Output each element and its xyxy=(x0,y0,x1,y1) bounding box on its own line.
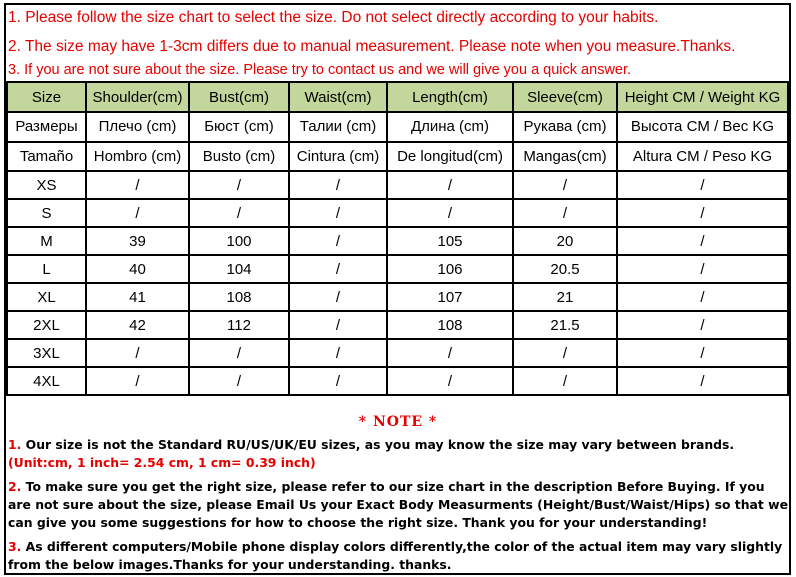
table-cell: 41 xyxy=(86,283,189,311)
note-text: To make sure you get the right size, please refer to our size chart in the description Before Buying. If you are not sure about the size, please Email Us your Exact Body Measurments (Height/Bust/Waist/Hips) so that we can give you some suggestions for how to choose the right size. Thank you for your understanding! xyxy=(8,479,788,530)
table-cell: / xyxy=(189,199,289,227)
table-cell: / xyxy=(387,367,513,395)
table-cell: / xyxy=(289,283,387,311)
table-cell: Рукава (cm) xyxy=(513,112,617,142)
table-cell: / xyxy=(86,199,189,227)
table-cell: Bust(cm) xyxy=(189,82,289,112)
instruction-line-1: 1. Please follow the size chart to select the size. Do not select directly according to your habits. xyxy=(8,9,659,26)
table-cell: / xyxy=(289,255,387,283)
header-row xyxy=(7,82,788,112)
size-chart-table xyxy=(6,81,789,396)
table-cell: 106 xyxy=(387,255,513,283)
table-cell: / xyxy=(617,367,788,395)
label-row xyxy=(7,112,788,142)
table-row xyxy=(7,255,788,283)
table-cell: 20.5 xyxy=(513,255,617,283)
table-cell: / xyxy=(513,367,617,395)
table-row xyxy=(7,199,788,227)
table-cell: / xyxy=(289,227,387,255)
table-cell: / xyxy=(617,227,788,255)
table-cell: / xyxy=(387,339,513,367)
table-row xyxy=(7,227,788,255)
size-label-cell: 4XL xyxy=(7,367,86,395)
table-cell: / xyxy=(617,311,788,339)
table-cell: / xyxy=(289,367,387,395)
size-label-cell: Tamaño xyxy=(7,142,86,172)
table-cell: Высота CM / Вес KG xyxy=(617,112,788,142)
table-cell: Height CM / Weight KG xyxy=(617,82,788,112)
table-cell: / xyxy=(86,367,189,395)
table-cell: / xyxy=(289,339,387,367)
table-cell: 104 xyxy=(189,255,289,283)
table-cell: / xyxy=(189,339,289,367)
table-cell: / xyxy=(617,171,788,199)
table-cell: / xyxy=(189,367,289,395)
table-cell: 107 xyxy=(387,283,513,311)
size-label-cell: M xyxy=(7,227,86,255)
table-cell: Талии (cm) xyxy=(289,112,387,142)
table-row xyxy=(7,339,788,367)
size-label-cell: Size xyxy=(7,82,86,112)
note-number: 2. xyxy=(8,479,22,494)
table-cell: 112 xyxy=(189,311,289,339)
instruction-line-2: 2. The size may have 1-3cm differs due to manual measurement. Please note when you measure.Thanks. xyxy=(8,38,736,55)
size-label-cell: XL xyxy=(7,283,86,311)
table-cell: Бюст (cm) xyxy=(189,112,289,142)
note-item-2 xyxy=(8,478,788,532)
table-cell: 100 xyxy=(189,227,289,255)
table-cell: / xyxy=(86,171,189,199)
table-cell: De longitud(cm) xyxy=(387,142,513,172)
size-label-cell: XS xyxy=(7,171,86,199)
table-cell: 40 xyxy=(86,255,189,283)
table-cell: Длина (cm) xyxy=(387,112,513,142)
table-cell: / xyxy=(289,171,387,199)
table-cell: Altura CM / Peso KG xyxy=(617,142,788,172)
table-cell: / xyxy=(617,283,788,311)
table-cell: Mangas(cm) xyxy=(513,142,617,172)
table-cell: 21 xyxy=(513,283,617,311)
table-row xyxy=(7,367,788,395)
table-cell: / xyxy=(189,171,289,199)
table-cell: Cintura (cm) xyxy=(289,142,387,172)
table-cell: 108 xyxy=(387,311,513,339)
instruction-line-3: 3. If you are not sure about the size. Please try to contact us and we will give you a quick answer. xyxy=(8,62,632,78)
table-cell: 105 xyxy=(387,227,513,255)
table-cell: Hombro (cm) xyxy=(86,142,189,172)
table-row xyxy=(7,311,788,339)
table-cell: Waist(cm) xyxy=(289,82,387,112)
size-label-cell: 2XL xyxy=(7,311,86,339)
size-label-cell: S xyxy=(7,199,86,227)
table-cell: / xyxy=(617,339,788,367)
label-row xyxy=(7,142,788,172)
table-cell: / xyxy=(289,311,387,339)
note-number: 3. xyxy=(8,539,22,554)
table-cell: 108 xyxy=(189,283,289,311)
table-cell: / xyxy=(513,199,617,227)
table-cell: 20 xyxy=(513,227,617,255)
table-cell: / xyxy=(513,339,617,367)
table-cell: Sleeve(cm) xyxy=(513,82,617,112)
table-cell: Busto (cm) xyxy=(189,142,289,172)
table-cell: / xyxy=(617,199,788,227)
table-cell: / xyxy=(289,199,387,227)
note-item-1 xyxy=(8,436,788,472)
size-label-cell: L xyxy=(7,255,86,283)
table-cell: / xyxy=(86,339,189,367)
note-item-3 xyxy=(8,538,788,574)
table-cell: Length(cm) xyxy=(387,82,513,112)
table-row xyxy=(7,171,788,199)
table-cell: / xyxy=(387,199,513,227)
table-cell: / xyxy=(617,255,788,283)
table-cell: 21.5 xyxy=(513,311,617,339)
size-label-cell: 3XL xyxy=(7,339,86,367)
note-text: As different computers/Mobile phone display colors differently,the color of the actual item may vary slightly from the below images.Thanks for your understanding. thanks. xyxy=(8,539,783,572)
note-number: 1. xyxy=(8,437,22,452)
note-section xyxy=(8,414,788,574)
table-row xyxy=(7,283,788,311)
size-label-cell: Размеры xyxy=(7,112,86,142)
table-cell: Shoulder(cm) xyxy=(86,82,189,112)
table-cell: / xyxy=(387,171,513,199)
table-cell: Плечо (cm) xyxy=(86,112,189,142)
unit-conversion: (Unit:cm, 1 inch= 2.54 cm, 1 cm= 0.39 inch) xyxy=(8,455,316,470)
note-title: * NOTE * xyxy=(358,414,438,430)
table-cell: 42 xyxy=(86,311,189,339)
table-cell: 39 xyxy=(86,227,189,255)
note-text: Our size is not the Standard RU/US/UK/EU sizes, as you may know the size may vary between brands. xyxy=(21,437,735,452)
table-cell: / xyxy=(513,171,617,199)
